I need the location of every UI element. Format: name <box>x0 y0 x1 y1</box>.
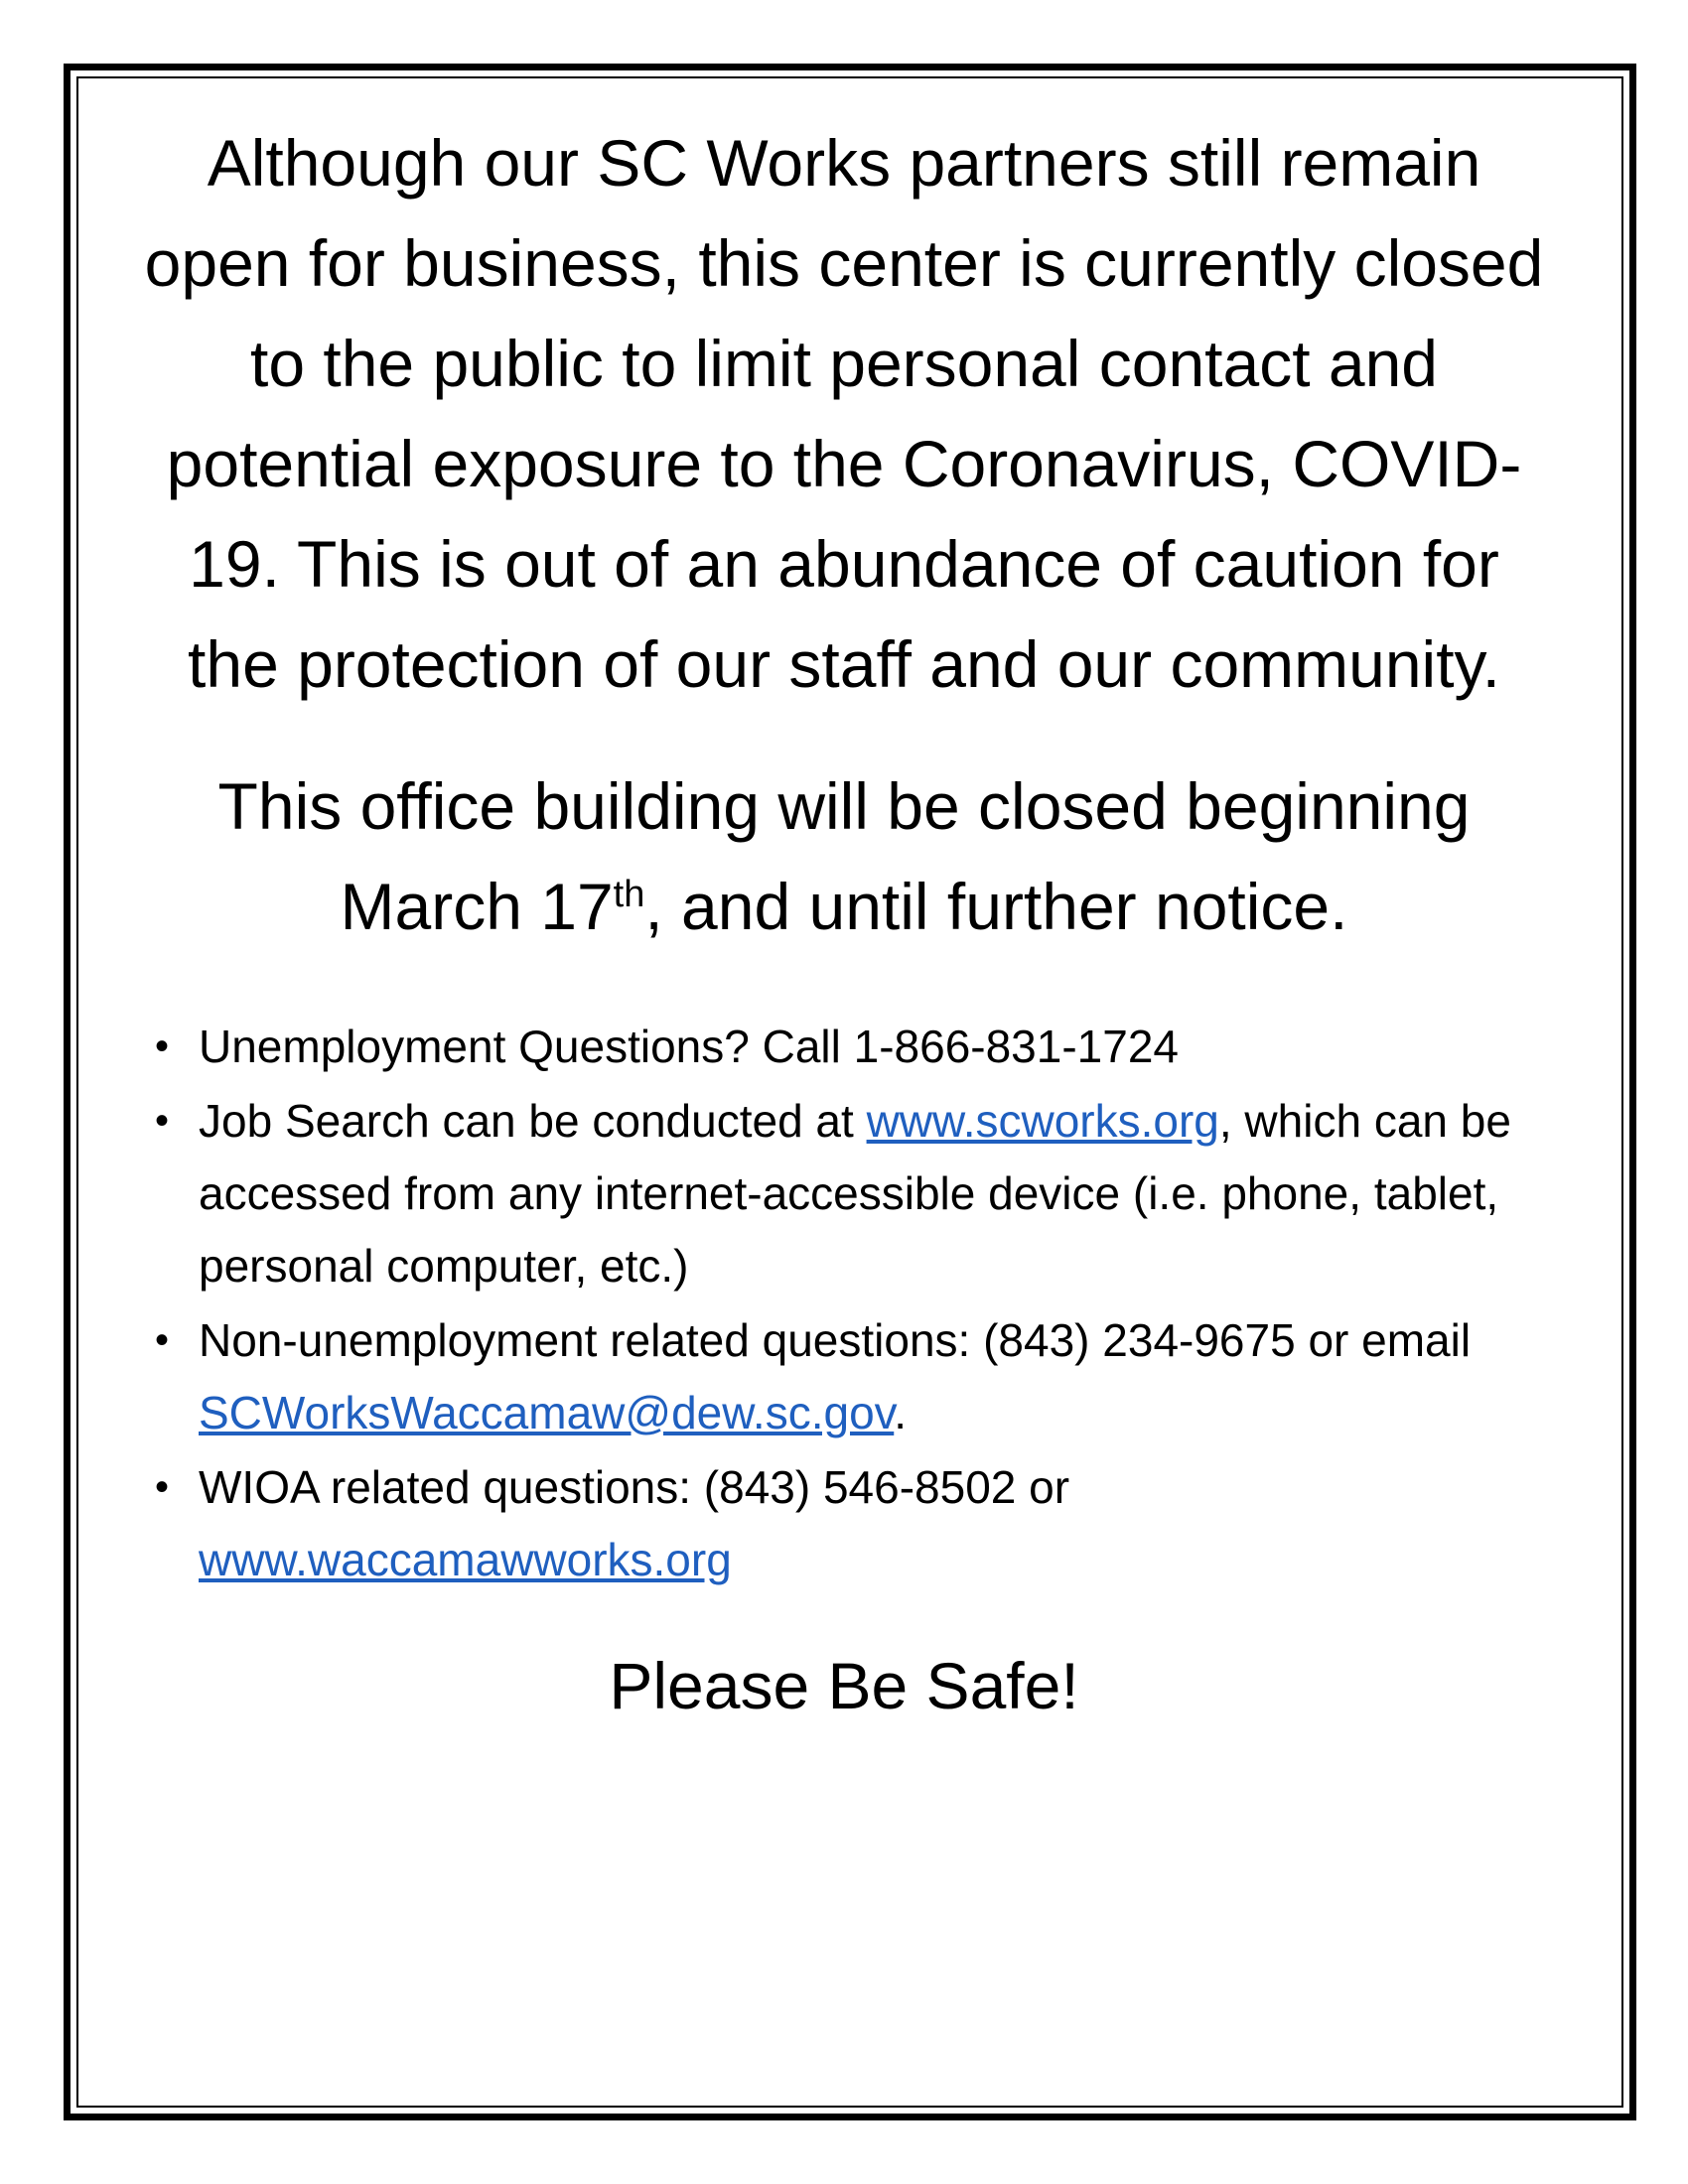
waccamawworks-link[interactable]: www.waccamawworks.org <box>199 1534 732 1585</box>
non-unemployment-text-before: Non-unemployment related questions: (843) 234-9675 or email <box>199 1314 1472 1366</box>
notice-content <box>119 109 1569 1736</box>
job-search-text-after: , which can be accessed from any internet-accessible device (i.e. phone, tablet, personal computer, etc.) <box>199 1095 1511 1292</box>
email-link[interactable]: SCWorksWaccamaw@dew.sc.gov <box>199 1387 895 1438</box>
closure-date-paragraph <box>119 756 1569 957</box>
job-search-text-before: Job Search can be conducted at <box>199 1095 867 1147</box>
list-item-wioa <box>119 1451 1569 1596</box>
list-item-non-unemployment <box>119 1304 1569 1449</box>
bullet-icon: • <box>155 1099 170 1143</box>
scworks-link[interactable]: www.scworks.org <box>866 1095 1219 1147</box>
bullet-icon: • <box>155 1318 170 1362</box>
non-unemployment-text-after: . <box>894 1387 908 1438</box>
closing-message: Please Be Safe! <box>609 1649 1079 1722</box>
ordinal-suffix: th <box>613 874 645 915</box>
list-item-job-search <box>119 1085 1569 1302</box>
closure-date-continuation: , and until further notice. <box>644 870 1348 943</box>
contact-list <box>119 1011 1569 1596</box>
bullet-icon: • <box>155 1024 170 1068</box>
closure-paragraph: Although our SC Works partners still remain open for business, this center is currently closed to the public to limit personal contact and potential exposure to the Coronavirus, COVID-19. This is out of an abundance of caution for the protection of our staff and our community. <box>144 126 1544 701</box>
wioa-text-before: WIOA related questions: (843) 546-8502 or <box>199 1461 1070 1513</box>
list-item-unemployment <box>119 1011 1569 1083</box>
unemployment-text: Unemployment Questions? Call 1-866-831-1724 <box>199 1021 1180 1072</box>
bullet-icon: • <box>155 1465 170 1509</box>
closure-date-text: This office building will be closed beginning March 17 <box>217 769 1471 943</box>
